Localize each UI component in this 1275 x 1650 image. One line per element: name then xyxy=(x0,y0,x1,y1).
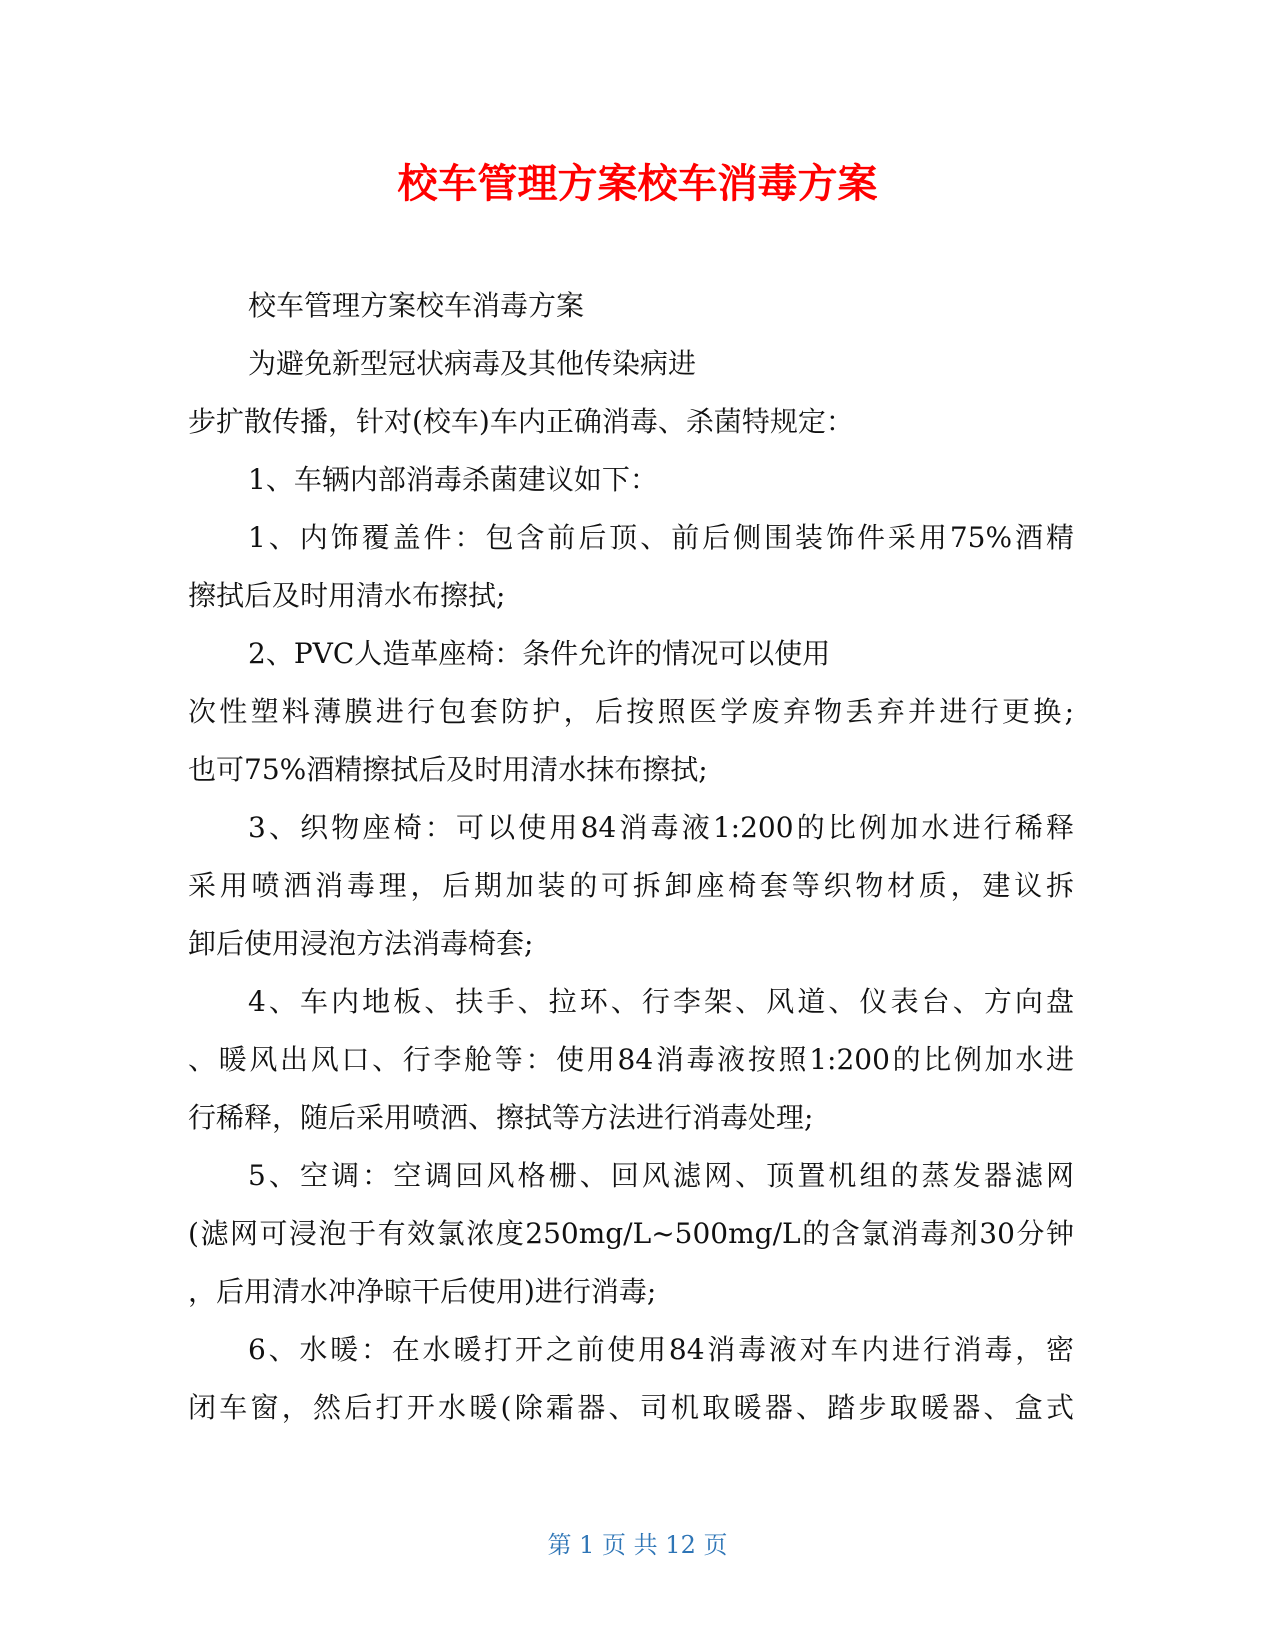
body-line: 卸后使用浸泡方法消毒椅套; xyxy=(188,927,534,960)
body-line: 、暖风出风口、行李舱等：使用84消毒液按照1:200的比例加水进 xyxy=(188,1043,1074,1076)
body-line: 2、PVC人造革座椅：条件允许的情况可以使用 xyxy=(248,637,831,670)
body-line: 次性塑料薄膜进行包套防护，后按照医学废弃物丢弃并进行更换; xyxy=(188,695,1074,728)
body-line: 1、内饰覆盖件：包含前后顶、前后侧围装饰件采用75%酒精 xyxy=(248,521,1074,554)
page-number-footer: 第 1 页 共 12 页 xyxy=(547,1531,728,1559)
body-line: 行稀释，随后采用喷洒、擦拭等方法进行消毒处理; xyxy=(188,1101,814,1134)
body-line: 擦拭后及时用清水布擦拭; xyxy=(188,579,506,612)
body-line: ，后用清水冲净晾干后使用)进行消毒; xyxy=(188,1275,657,1308)
body-line: (滤网可浸泡于有效氯浓度250mg/L~500mg/L的含氯消毒剂30分钟 xyxy=(188,1217,1074,1250)
body-line: 为避免新型冠状病毒及其他传染病进 xyxy=(248,347,697,380)
body-line: 闭车窗，然后打开水暖(除霜器、司机取暖器、踏步取暖器、盒式 xyxy=(188,1391,1074,1424)
body-line: 采用喷洒消毒理，后期加装的可拆卸座椅套等织物材质，建议拆 xyxy=(188,869,1074,902)
body-line: 1、车辆内部消毒杀菌建议如下： xyxy=(248,463,658,496)
document-title: 校车管理方案校车消毒方案 xyxy=(397,161,878,207)
body-line: 校车管理方案校车消毒方案 xyxy=(248,289,585,322)
body-line: 也可75%酒精擦拭后及时用清水抹布擦拭; xyxy=(188,753,708,786)
body-line: 6、水暖：在水暖打开之前使用84消毒液对车内进行消毒，密 xyxy=(248,1333,1074,1366)
body-line: 4、车内地板、扶手、拉环、行李架、风道、仪表台、方向盘 xyxy=(248,985,1074,1018)
body-line: 3、织物座椅：可以使用84消毒液1:200的比例加水进行稀释 xyxy=(248,811,1074,844)
body-line: 5、空调：空调回风格栅、回风滤网、顶置机组的蒸发器滤网 xyxy=(248,1159,1074,1192)
body-line: 步扩散传播，针对(校车)车内正确消毒、杀菌特规定： xyxy=(188,405,854,438)
